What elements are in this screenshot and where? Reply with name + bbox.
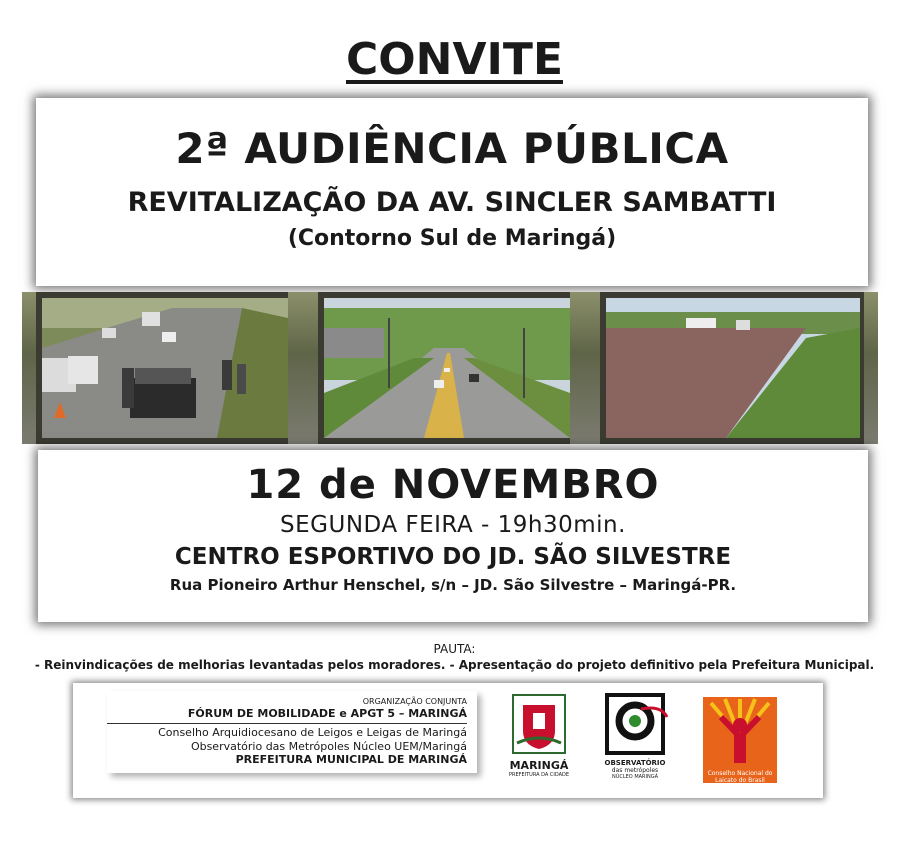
event-address: Rua Pioneiro Arthur Henschel, s/n – JD. São Silvestre – Maringá-PR. xyxy=(169,576,737,594)
event-date: 12 de NOVEMBRO xyxy=(246,462,660,508)
invite-title: CONVITE xyxy=(345,34,563,85)
observatorio-emblem-icon xyxy=(601,693,669,755)
event-subtitle: REVITALIZAÇÃO DA AV. SINCLER SAMBATTI xyxy=(127,187,777,218)
maringa-crest-icon xyxy=(509,693,569,755)
organizers-box xyxy=(73,683,823,798)
road-photo-1 xyxy=(42,298,288,438)
road-photo-3 xyxy=(606,298,860,438)
organizers-divider xyxy=(107,723,467,724)
event-headline: 2ª AUDIÊNCIA PÚBLICA xyxy=(175,124,729,173)
photo-edge-left xyxy=(22,292,36,444)
event-note: (Contorno Sul de Maringá) xyxy=(287,226,617,251)
photo-edge-right xyxy=(864,292,878,444)
sunburst-person-icon xyxy=(703,697,777,767)
organizer-conselho: Conselho Arquidiocesano de Leigos e Leigas de Maringá xyxy=(158,725,467,739)
maringa-logo: MARINGÁ PREFEITURA DA CIDADE xyxy=(503,693,575,778)
organizer-prefeitura: PREFEITURA MUNICIPAL DE MARINGÁ xyxy=(235,753,467,767)
conselho-logo: Conselho Nacional do Laicato do Brasil xyxy=(703,697,777,783)
road-photo-2 xyxy=(324,298,570,438)
event-title-box xyxy=(36,98,868,286)
photo-separator-1 xyxy=(288,292,318,444)
organizers-list xyxy=(107,691,477,773)
organizer-observatorio: Observatório das Metrópoles Núcleo UEM/Maringá xyxy=(190,739,467,753)
photo-strip xyxy=(22,292,878,444)
event-details-box xyxy=(38,450,868,622)
observatorio-logo: OBSERVATÓRIO das metrópoles NÚCLEO MARINGÁ xyxy=(597,693,673,780)
event-day-time: SEGUNDA FEIRA - 19h30min. xyxy=(280,512,626,538)
organizers-label: ORGANIZAÇÃO CONJUNTA xyxy=(362,697,467,706)
pauta-text: - Reinvindicações de melhorias levantadas pelos moradores. - Apresentação do projeto definitivo pela Prefeitura Municipal. xyxy=(34,658,875,672)
event-venue: CENTRO ESPORTIVO DO JD. SÃO SILVESTRE xyxy=(174,544,732,570)
pauta-label: PAUTA: xyxy=(433,642,476,656)
photo-separator-2 xyxy=(570,292,600,444)
organizer-forum: FÓRUM DE MOBILIDADE e APGT 5 – MARINGÁ xyxy=(187,707,467,720)
